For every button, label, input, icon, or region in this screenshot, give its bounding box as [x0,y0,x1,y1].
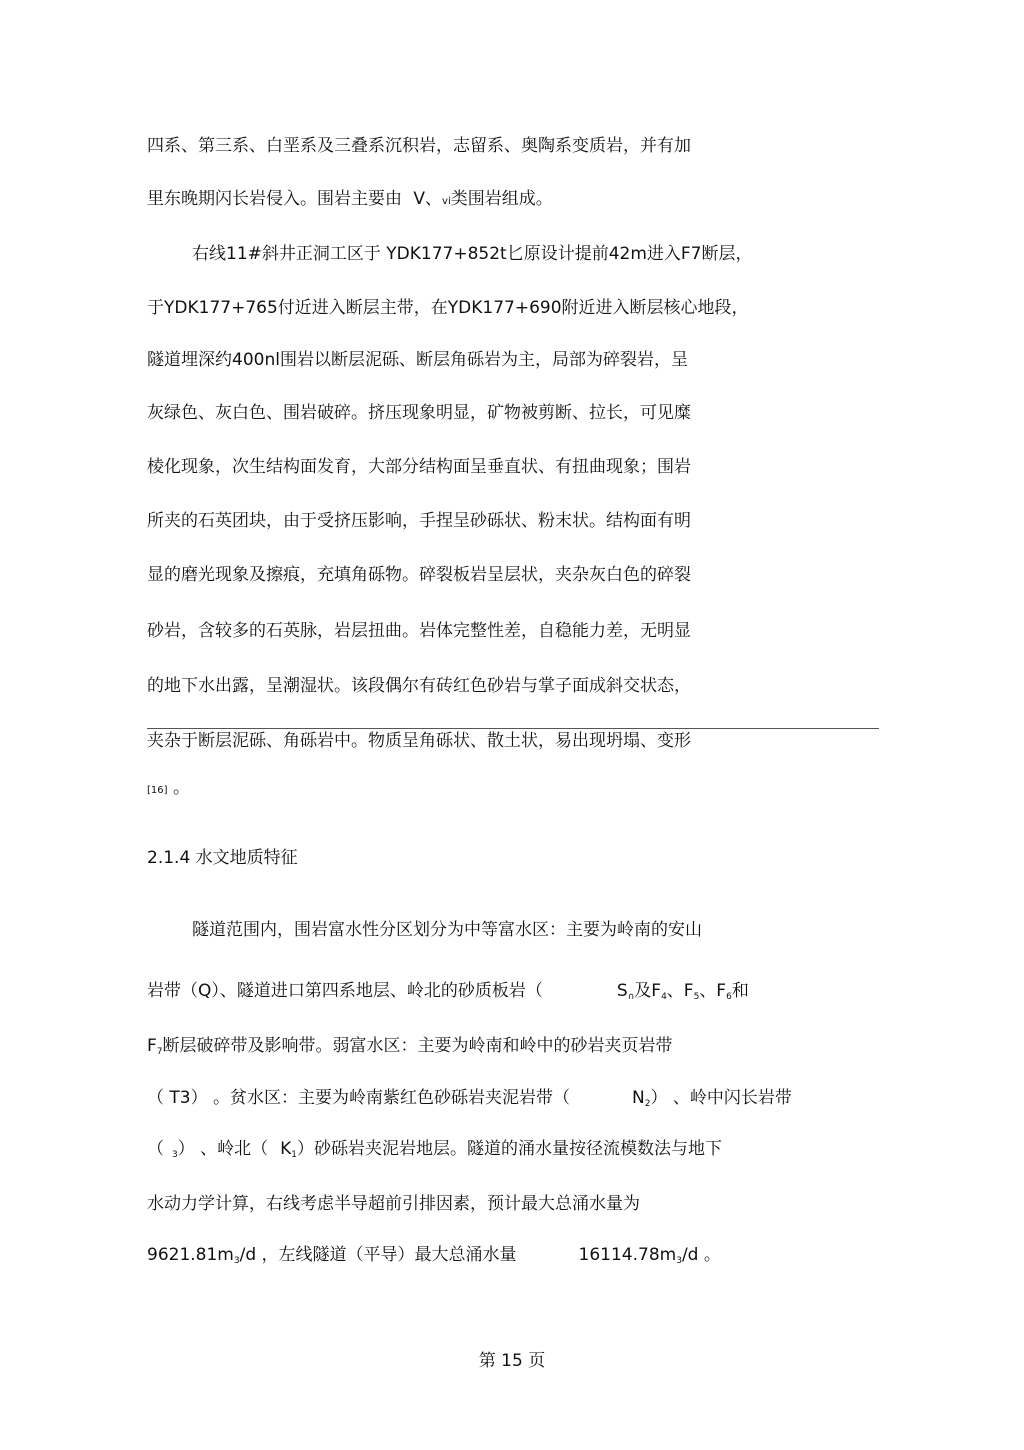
text-line: 棱化现象，次生结构面发育，大部分结构面呈垂直状、有扭曲现象；围岩 [147,457,691,477]
text-line: （ T3） 。贫水区：主要为岭南紫红色砂砾岩夹泥岩带（ N2） 、岭中闪长岩带 [147,1088,792,1109]
text-line: 9621.81m3/d ，左线隧道（平导）最大总涌水量 16114.78m3/d 。 [147,1245,721,1266]
divider-line [147,728,879,729]
text-line: F7断层破碎带及影响带。弱富水区：主要为岭南和岭中的砂岩夹页岩带 [147,1036,673,1057]
text-line: 隧道范围内，围岩富水性分区划分为中等富水区：主要为岭南的安山 [192,920,702,940]
text-line: （ 3） 、岭北（ K1）砂砾岩夹泥岩地层。隧道的涌水量按径流模数法与地下 [147,1139,723,1160]
citation-line: [16] 。 [147,778,190,798]
text-line: 岩带（Q）、隧道进口第四系地层、岭北的砂质板岩（ S∩及F4、F5、F6和 [147,981,749,1002]
text-line: 四系、第三系、白垩系及三叠系沉积岩，志留系、奥陶系变质岩，并有加 [147,136,691,156]
text-line: 于YDK177+765付近进入断层主带，在YDK177+690附近进入断层核心地段， [147,298,749,318]
text-line: 隧道埋深约400nl围岩以断层泥砾、断层角砾岩为主，局部为碎裂岩，呈 [147,350,688,370]
section-heading: 2.1.4 水文地质特征 [147,848,298,868]
text-line: 里东晚期闪长岩侵入。围岩主要由 V、vi类围岩组成。 [147,189,553,209]
text-line: 砂岩，含较多的石英脉，岩层扭曲。岩体完整性差，自稳能力差，无明显 [147,621,691,641]
page-number: 第 15 页 [478,1351,546,1371]
text-line: 水动力学计算，右线考虑半导超前引排因素，预计最大总涌水量为 [147,1194,640,1214]
text-line: 夹杂于断层泥砾、角砾岩中。物质呈角砾状、散土状，易出现坍塌、变形 [147,731,691,751]
text-line: 灰绿色、灰白色、围岩破碎。挤压现象明显，矿物被剪断、拉长，可见糜 [147,403,691,423]
text-line: 显的磨光现象及擦痕，充填角砾物。碎裂板岩呈层状，夹杂灰白色的碎裂 [147,565,691,585]
text-line: 所夹的石英团块，由于受挤压影响，手捏呈砂砾状、粉末状。结构面有明 [147,511,691,531]
text-line: 的地下水出露，呈潮湿状。该段偶尔有砖红色砂岩与掌子面成斜交状态， [147,676,691,696]
text-line: 右线11#斜井正洞工区于 YDK177+852t匕原设计提前42m进入F7断层， [192,244,753,264]
